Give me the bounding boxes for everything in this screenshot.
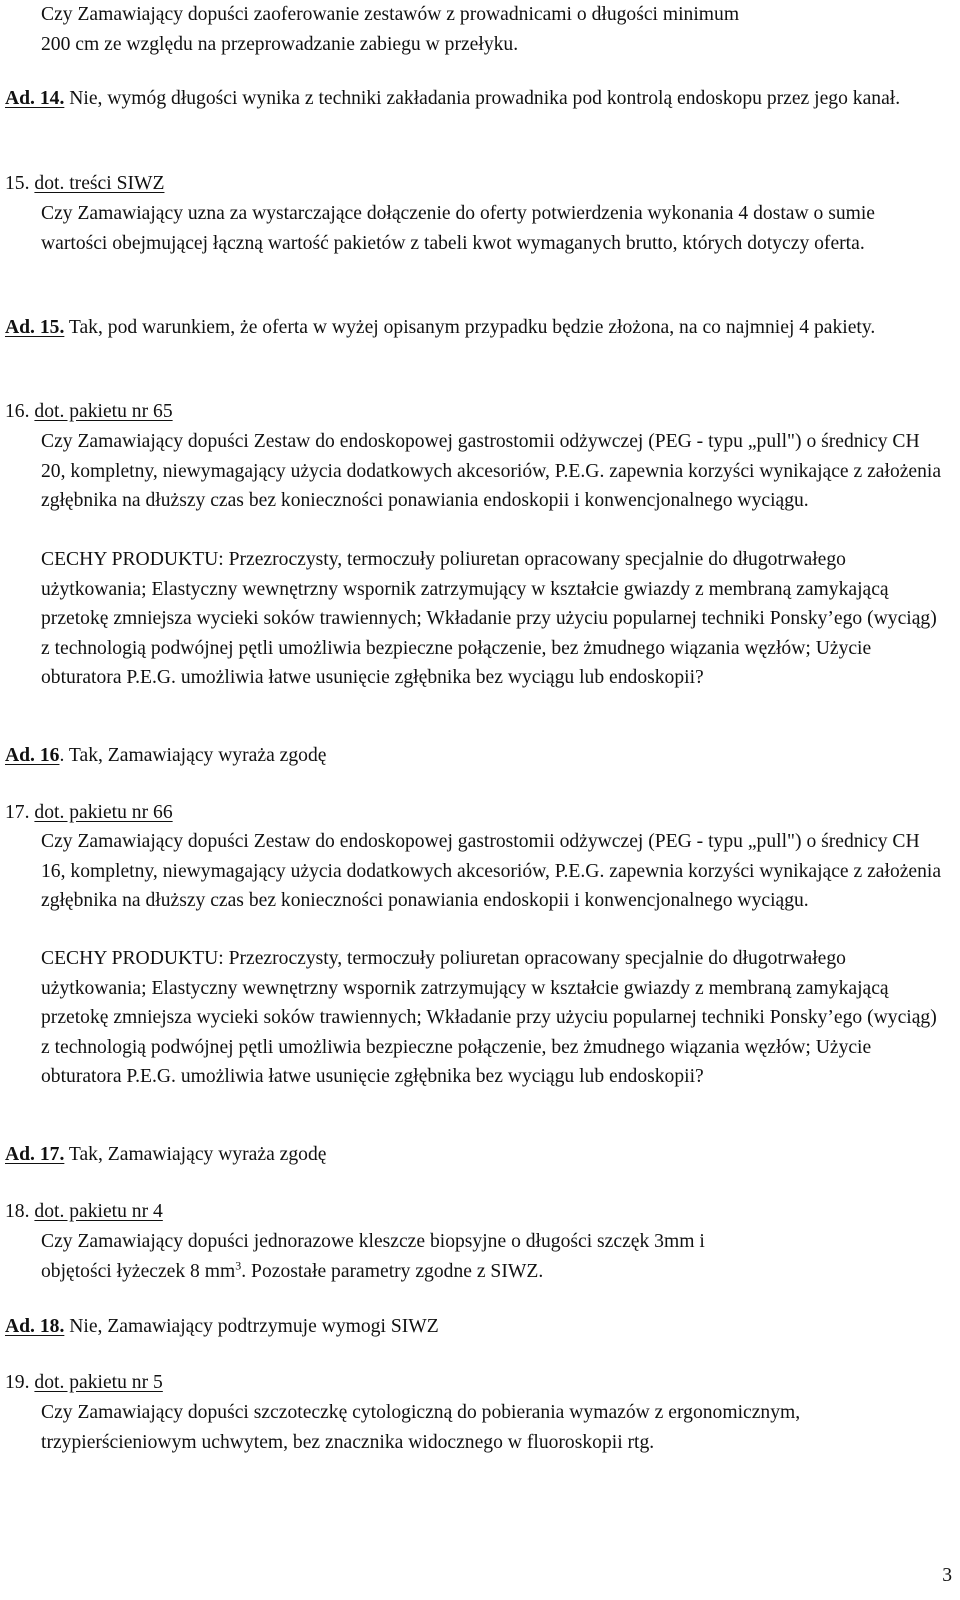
answer-14 (5, 84, 925, 114)
question-reference: dot. treści SIWZ (34, 173, 165, 194)
question-15-text: Czy Zamawiający uzna za wystarczające dołączenie do oferty potwierdzenia wykonania 4 dostaw o sumie wartości obejmującej łączną wartość pakietów z tabeli kwot wymaganych brutto, których dotyczy oferta. (41, 203, 876, 254)
question-18-line-1: Czy Zamawiający dopuści jednorazowe kleszcze biopsyjne o długości szczęk 3mm i (41, 1231, 705, 1252)
intro-paragraph (41, 0, 953, 59)
answer-text: Nie, Zamawiający podtrzymuje wymogi SIWZ (69, 1316, 439, 1337)
page-number: 3 (942, 1565, 952, 1586)
answer-text: Nie, wymóg długości wynika z techniki zakładania prowadnika pod kontrolą endoskopu przez jego kanał. (69, 88, 901, 109)
question-reference: dot. pakietu nr 4 (34, 1201, 163, 1222)
question-number: 19. (5, 1372, 30, 1393)
answer-label: Ad. 15. (5, 317, 65, 338)
answer-label: Ad. 17. (5, 1144, 65, 1165)
question-reference: dot. pakietu nr 65 (34, 401, 173, 422)
answer-text: Tak, pod warunkiem, że oferta w wyżej opisanym przypadku będzie złożona, na co najmniej 4 pakiety. (68, 317, 876, 338)
question-15-heading (5, 169, 953, 199)
answer-16 (5, 741, 953, 771)
answer-text: . Tak, Zamawiający wyraża zgodę (59, 745, 327, 766)
question-17-features: CECHY PRODUKTU: Przezroczysty, termoczuły poliuretan opracowany specjalnie do długotrwałego użytkowania; Elastyczny wewnętrzny wspornik zatrzymujący w kształcie gwiazdy z membraną zamykającą przetokę zmniejsza wycieki soków trawiennych; Wkładanie przy użyciu popularnej techniki Ponsky’ego (wyciąg) z technologią podwójnej pętli umożliwia bezpieczne połączenie, bez żmudnego wiązania węzłów; Użycie obturatora P.E.G. umożliwia łatwe usunięcie zgłębnika bez wyciągu lub endoskopii? (41, 948, 937, 1087)
question-reference: dot. pakietu nr 66 (34, 802, 173, 823)
answer-label: Ad. 14. (5, 88, 65, 109)
answer-15 (5, 313, 925, 343)
question-17-heading (5, 798, 953, 828)
question-number: 16. (5, 401, 30, 422)
question-16-features: CECHY PRODUKTU: Przezroczysty, termoczuły poliuretan opracowany specjalnie do długotrwałego użytkowania; Elastyczny wewnętrzny wspornik zatrzymujący w kształcie gwiazdy z membraną zamykającą przetokę zmniejsza wycieki soków trawiennych; Wkładanie przy użyciu popularnej techniki Ponsky’ego (wyciąg) z technologią podwójnej pętli umożliwia bezpieczne połączenie, bez żmudnego wiązania węzłów; Użycie obturatora P.E.G. umożliwia łatwe usunięcie zgłębnika bez wyciągu lub endoskopii? (41, 549, 937, 688)
question-18-line-2: objętości łyżeczek 8 mm (41, 1260, 236, 1282)
answer-18 (5, 1312, 953, 1342)
question-17-text: Czy Zamawiający dopuści Zestaw do endoskopowej gastrostomii odżywczej (PEG - typu „pull") o średnicy CH 16, kompletny, niewymagający użycia dodatkowych akcesoriów, P.E.G. zapewnia korzyści wynikające z założenia zgłębnika na dłuższy czas bez konieczności ponawiania endoskopii i konwencjonalnego wyciągu. (41, 831, 942, 911)
answer-label: Ad. 18. (5, 1316, 65, 1337)
question-reference: dot. pakietu nr 5 (34, 1372, 163, 1393)
question-number: 18. (5, 1201, 30, 1222)
question-19-text: Czy Zamawiający dopuści szczoteczkę cytologiczną do pobierania wymazów z ergonomicznym, trzypierścieniowym uchwytem, bez znacznika widocznego w fluoroskopii rtg. (41, 1402, 801, 1453)
answer-text: Tak, Zamawiający wyraża zgodę (68, 1144, 327, 1165)
answer-17 (5, 1140, 953, 1170)
superscript: 3 (235, 1257, 242, 1272)
question-number: 17. (5, 802, 30, 823)
question-18-heading (5, 1197, 953, 1227)
question-18-text (41, 1227, 953, 1286)
question-16-heading (5, 397, 953, 427)
answer-label: Ad. 16 (5, 745, 60, 766)
question-number: 15. (5, 173, 30, 194)
question-16-text: Czy Zamawiający dopuści Zestaw do endoskopowej gastrostomii odżywczej (PEG - typu „pull") o średnicy CH 20, kompletny, niewymagający użycia dodatkowych akcesoriów, P.E.G. zapewnia korzyści wynikające z założenia zgłębnika na dłuższy czas bez konieczności ponawiania endoskopii i konwencjonalnego wyciągu. (41, 431, 942, 511)
intro-line-2: 200 cm ze względu na przeprowadzanie zabiegu w przełyku. (41, 33, 519, 55)
question-19-heading (5, 1368, 953, 1398)
question-18-line-2-end: . Pozostałe parametry zgodne z SIWZ. (241, 1260, 544, 1282)
intro-line-1: Czy Zamawiający dopuści zaoferowanie zestawów z prowadnicami o długości minimum (41, 4, 740, 25)
